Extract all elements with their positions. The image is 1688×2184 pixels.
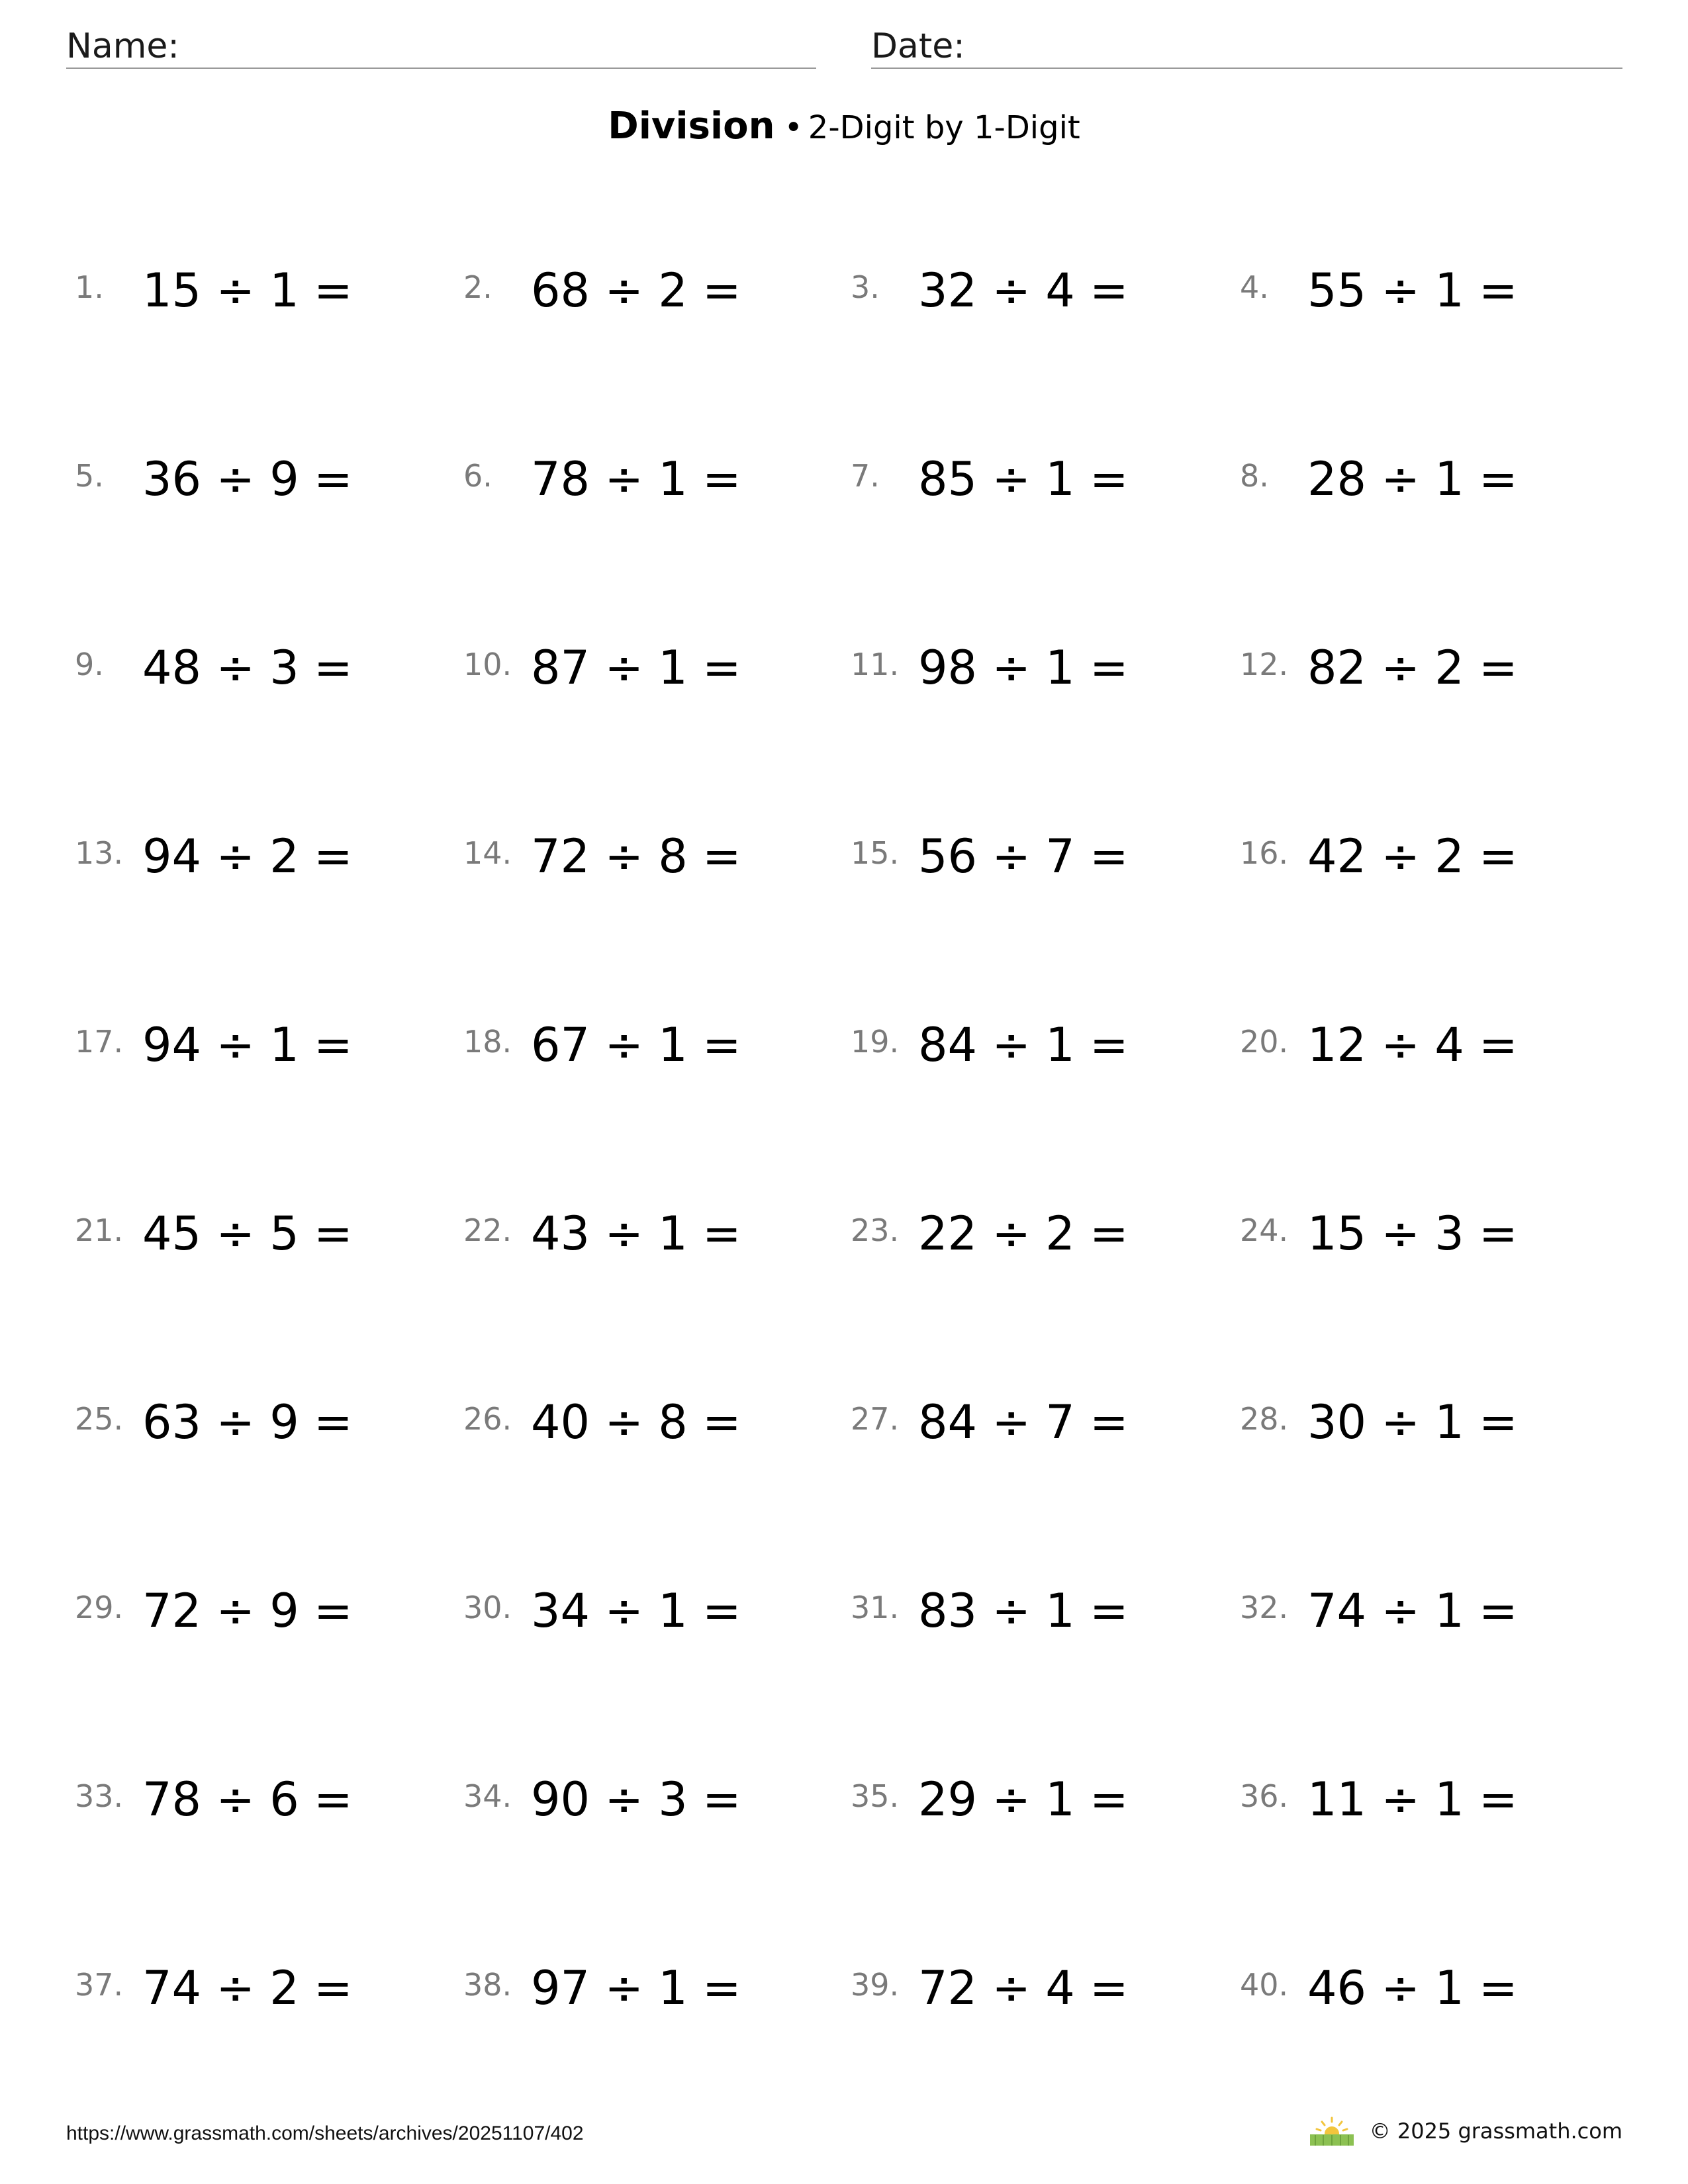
problem-expression: 67 ÷ 1 =: [531, 1018, 741, 1072]
problem-expression: 45 ÷ 5 =: [142, 1206, 353, 1261]
problem-expression: 15 ÷ 3 =: [1307, 1206, 1518, 1261]
problem-number: 7.: [851, 458, 880, 494]
problem-number: 9.: [75, 647, 104, 682]
problem-expression: 22 ÷ 2 =: [918, 1206, 1129, 1261]
title-separator: •: [784, 109, 803, 146]
problem-expression: 84 ÷ 7 =: [918, 1395, 1129, 1449]
problem-number: 5.: [75, 458, 104, 494]
problem-number: 32.: [1240, 1590, 1289, 1625]
problem-number: 28.: [1240, 1401, 1289, 1437]
problem-number: 15.: [851, 835, 900, 871]
date-label: Date:: [871, 26, 965, 66]
problem-number: 20.: [1240, 1024, 1289, 1060]
problem-number: 35.: [851, 1778, 900, 1814]
problem-number: 33.: [75, 1778, 124, 1814]
problem-number: 11.: [851, 647, 900, 682]
problem-number: 23.: [851, 1212, 900, 1248]
problem-expression: 82 ÷ 2 =: [1307, 641, 1518, 695]
problem-expression: 87 ÷ 1 =: [531, 641, 741, 695]
problem-expression: 74 ÷ 1 =: [1307, 1584, 1518, 1638]
problem-expression: 56 ÷ 7 =: [918, 829, 1129, 884]
problem-expression: 40 ÷ 8 =: [531, 1395, 741, 1449]
problem-expression: 78 ÷ 1 =: [531, 452, 741, 506]
problem-number: 29.: [75, 1590, 124, 1625]
problem-expression: 55 ÷ 1 =: [1307, 263, 1518, 318]
name-line[interactable]: [66, 68, 816, 69]
title-subtitle: 2-Digit by 1-Digit: [808, 109, 1080, 146]
problem-number: 6.: [463, 458, 492, 494]
problem-number: 17.: [75, 1024, 124, 1060]
problem-expression: 11 ÷ 1 =: [1307, 1772, 1518, 1827]
date-line[interactable]: [871, 68, 1622, 69]
problem-number: 21.: [75, 1212, 124, 1248]
problem-number: 8.: [1240, 458, 1269, 494]
problem-number: 19.: [851, 1024, 900, 1060]
problem-expression: 32 ÷ 4 =: [918, 263, 1129, 318]
problem-number: 39.: [851, 1967, 900, 2003]
problem-expression: 78 ÷ 6 =: [142, 1772, 353, 1827]
problem-number: 25.: [75, 1401, 124, 1437]
problem-expression: 43 ÷ 1 =: [531, 1206, 741, 1261]
problem-number: 18.: [463, 1024, 512, 1060]
problem-expression: 30 ÷ 1 =: [1307, 1395, 1518, 1449]
problem-number: 10.: [463, 647, 512, 682]
problem-number: 31.: [851, 1590, 900, 1625]
worksheet-title: [0, 105, 1688, 148]
problem-expression: 85 ÷ 1 =: [918, 452, 1129, 506]
problem-number: 27.: [851, 1401, 900, 1437]
problem-expression: 12 ÷ 4 =: [1307, 1018, 1518, 1072]
problem-expression: 94 ÷ 2 =: [142, 829, 353, 884]
problem-expression: 72 ÷ 4 =: [918, 1961, 1129, 2015]
problem-number: 14.: [463, 835, 512, 871]
title-main: Division: [608, 105, 775, 148]
sun-over-grass-icon: [1309, 2116, 1355, 2146]
problem-number: 30.: [463, 1590, 512, 1625]
problem-number: 22.: [463, 1212, 512, 1248]
problem-expression: 34 ÷ 1 =: [531, 1584, 741, 1638]
problem-expression: 48 ÷ 3 =: [142, 641, 353, 695]
problem-number: 40.: [1240, 1967, 1289, 2003]
problem-number: 2.: [463, 269, 492, 305]
problem-expression: 63 ÷ 9 =: [142, 1395, 353, 1449]
problem-number: 12.: [1240, 647, 1289, 682]
problem-number: 1.: [75, 269, 104, 305]
footer-brand: [1309, 2116, 1622, 2146]
problem-number: 34.: [463, 1778, 512, 1814]
problem-expression: 74 ÷ 2 =: [142, 1961, 353, 2015]
problem-expression: 90 ÷ 3 =: [531, 1772, 741, 1827]
problem-expression: 72 ÷ 9 =: [142, 1584, 353, 1638]
footer-url: https://www.grassmath.com/sheets/archives/20251107/402: [66, 2122, 584, 2144]
problem-expression: 98 ÷ 1 =: [918, 641, 1129, 695]
problem-expression: 46 ÷ 1 =: [1307, 1961, 1518, 2015]
copyright-text: © 2025 grassmath.com: [1369, 2118, 1622, 2144]
name-label: Name:: [66, 26, 179, 66]
problem-expression: 83 ÷ 1 =: [918, 1584, 1129, 1638]
problem-expression: 36 ÷ 9 =: [142, 452, 353, 506]
problem-number: 38.: [463, 1967, 512, 2003]
problem-number: 16.: [1240, 835, 1289, 871]
problem-expression: 94 ÷ 1 =: [142, 1018, 353, 1072]
problem-number: 13.: [75, 835, 124, 871]
problem-number: 3.: [851, 269, 880, 305]
problem-expression: 42 ÷ 2 =: [1307, 829, 1518, 884]
problem-number: 4.: [1240, 269, 1269, 305]
problem-number: 24.: [1240, 1212, 1289, 1248]
problem-expression: 97 ÷ 1 =: [531, 1961, 741, 2015]
problem-expression: 29 ÷ 1 =: [918, 1772, 1129, 1827]
problem-expression: 84 ÷ 1 =: [918, 1018, 1129, 1072]
problem-expression: 15 ÷ 1 =: [142, 263, 353, 318]
problem-number: 37.: [75, 1967, 124, 2003]
problem-number: 26.: [463, 1401, 512, 1437]
problem-expression: 68 ÷ 2 =: [531, 263, 741, 318]
problem-expression: 72 ÷ 8 =: [531, 829, 741, 884]
problem-expression: 28 ÷ 1 =: [1307, 452, 1518, 506]
problem-number: 36.: [1240, 1778, 1289, 1814]
